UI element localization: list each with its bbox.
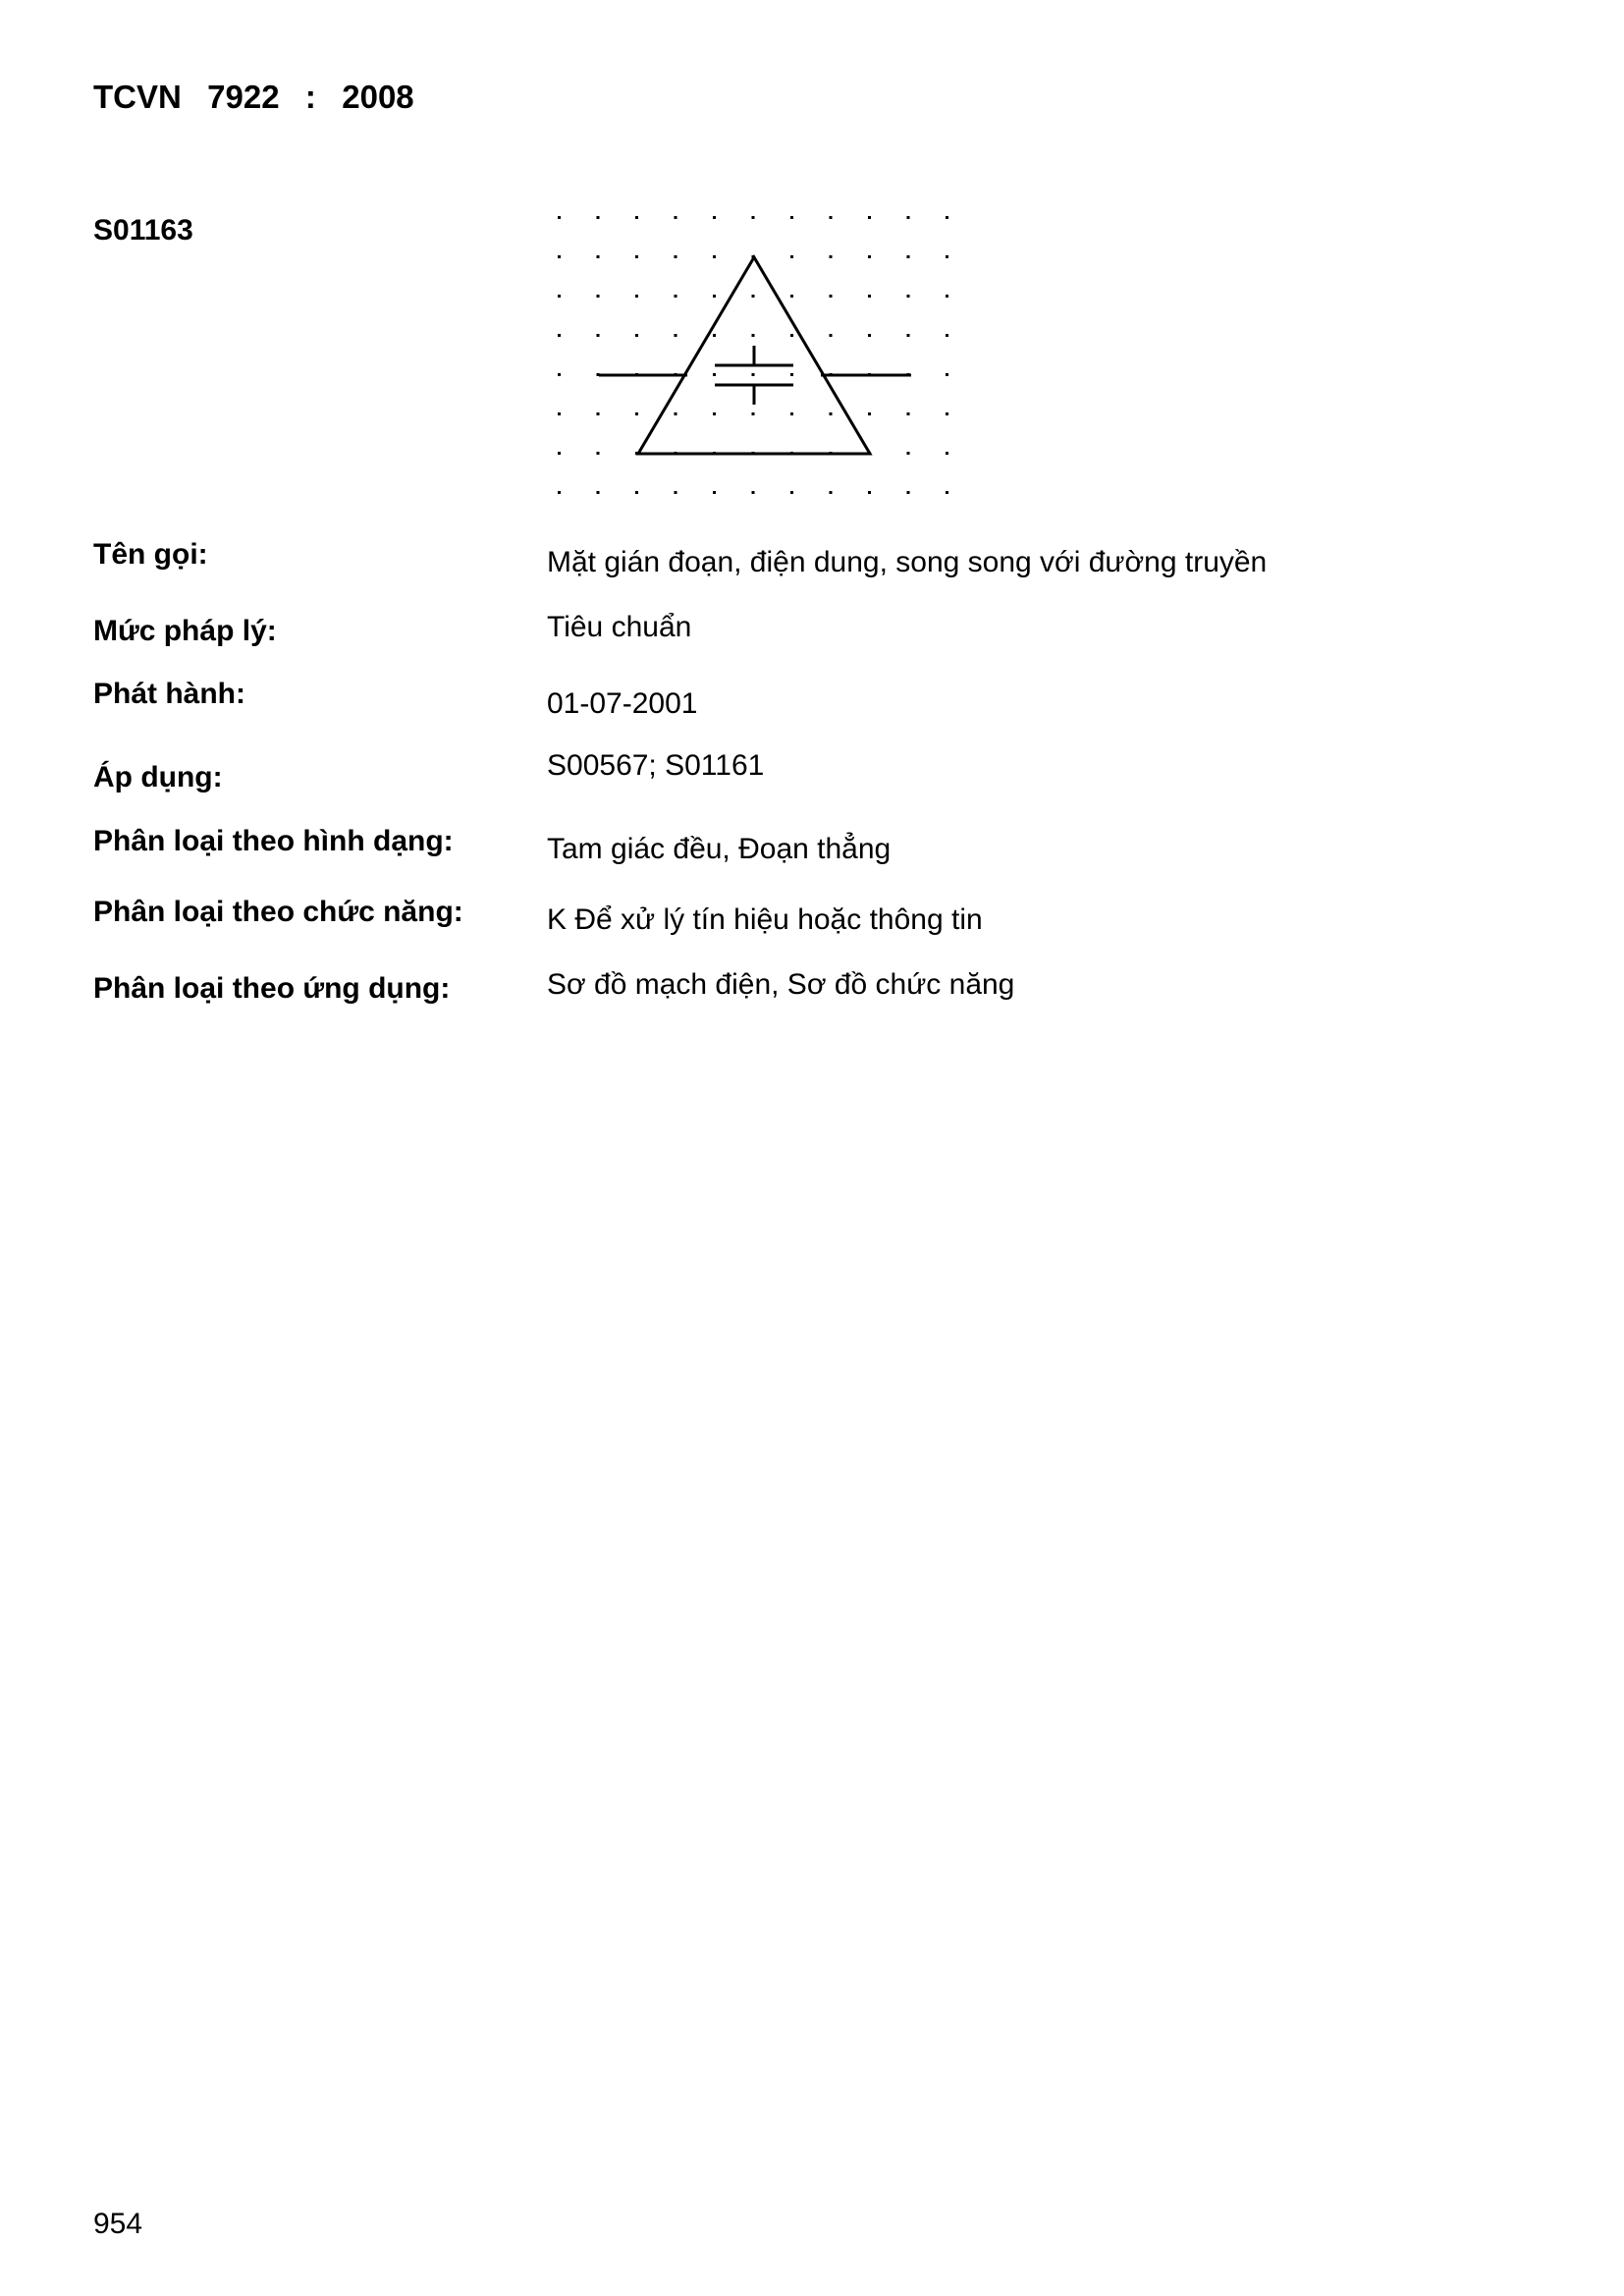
grid-dot xyxy=(597,452,600,455)
grid-dot xyxy=(830,334,833,337)
grid-dot xyxy=(830,216,833,219)
capacitive-discontinuity-triangle-icon xyxy=(550,206,962,501)
grid-dot xyxy=(907,255,910,258)
field-value-shape-class: Tam giác đều, Đoạn thẳng xyxy=(547,833,892,865)
grid-dot xyxy=(830,255,833,258)
grid-dot xyxy=(907,412,910,415)
grid-dot xyxy=(907,491,910,494)
document-header: TCVN 7922 : 2008 xyxy=(93,79,414,115)
grid-dot xyxy=(830,491,833,494)
grid-dot xyxy=(558,373,561,376)
grid-dot xyxy=(790,216,793,219)
grid-dot xyxy=(713,334,716,337)
grid-dot xyxy=(868,255,871,258)
grid-dot xyxy=(558,334,561,337)
grid-dot xyxy=(830,295,833,298)
grid-dot xyxy=(558,255,561,258)
grid-dot xyxy=(597,295,600,298)
grid-dot xyxy=(868,491,871,494)
field-row-issued xyxy=(0,678,1624,727)
field-label-name: Tên gọi: xyxy=(93,538,208,571)
field-label-legal-level: Mức pháp lý: xyxy=(93,615,277,647)
field-row-shape-class xyxy=(0,825,1624,874)
grid-dot xyxy=(675,491,677,494)
grid-dot xyxy=(946,491,948,494)
field-value-applies: S00567; S01161 xyxy=(547,749,765,782)
field-value-issued: 01-07-2001 xyxy=(547,687,698,720)
grid-dot xyxy=(635,491,638,494)
grid-dot xyxy=(752,373,755,376)
grid-dot xyxy=(675,295,677,298)
grid-dot xyxy=(713,412,716,415)
grid-dot xyxy=(868,216,871,219)
grid-dot xyxy=(597,255,600,258)
grid-dot xyxy=(946,334,948,337)
grid-dot xyxy=(713,216,716,219)
grid-dot xyxy=(752,491,755,494)
grid-dot xyxy=(635,334,638,337)
grid-dot xyxy=(558,452,561,455)
grid-dot xyxy=(868,295,871,298)
field-row-function-class xyxy=(0,896,1624,945)
grid-dot xyxy=(675,334,677,337)
grid-dot xyxy=(752,412,755,415)
grid-dot xyxy=(635,412,638,415)
grid-dot xyxy=(907,334,910,337)
grid-dot xyxy=(713,255,716,258)
field-row-applies xyxy=(0,749,1624,810)
grid-dot xyxy=(868,412,871,415)
grid-dot xyxy=(635,255,638,258)
grid-dot xyxy=(946,255,948,258)
field-label-issued: Phát hành: xyxy=(93,678,245,710)
field-row-name xyxy=(0,538,1624,587)
field-value-legal-level: Tiêu chuẩn xyxy=(547,611,692,643)
grid-dot xyxy=(790,491,793,494)
grid-dot xyxy=(597,412,600,415)
grid-dot xyxy=(907,452,910,455)
grid-dot xyxy=(558,412,561,415)
grid-dot xyxy=(752,216,755,219)
grid-dot xyxy=(946,216,948,219)
grid-dot xyxy=(830,412,833,415)
field-value-function-class: K Để xử lý tín hiệu hoặc thông tin xyxy=(547,903,983,936)
grid-dot xyxy=(752,334,755,337)
grid-dot xyxy=(558,216,561,219)
grid-dot xyxy=(558,295,561,298)
field-label-applies: Áp dụng: xyxy=(93,761,223,793)
field-label-application-class: Phân loại theo ứng dụng: xyxy=(93,972,451,1005)
grid-dot xyxy=(790,295,793,298)
grid-dot xyxy=(907,216,910,219)
page-number: 954 xyxy=(93,2208,143,2240)
grid-dot xyxy=(868,334,871,337)
field-label-function-class: Phân loại theo chức năng: xyxy=(93,896,463,928)
grid-dot xyxy=(790,334,793,337)
grid-dot xyxy=(558,491,561,494)
grid-dot xyxy=(946,412,948,415)
grid-dot xyxy=(790,255,793,258)
grid-dot xyxy=(635,216,638,219)
field-row-legal-level xyxy=(0,611,1624,664)
field-label-shape-class: Phân loại theo hình dạng: xyxy=(93,825,454,857)
grid-dot xyxy=(675,412,677,415)
grid-dot xyxy=(675,255,677,258)
grid-dot xyxy=(752,295,755,298)
grid-dot xyxy=(635,295,638,298)
field-value-application-class: Sơ đồ mạch điện, Sơ đồ chức năng xyxy=(547,968,1015,1001)
grid-dot xyxy=(907,295,910,298)
grid-dot xyxy=(946,295,948,298)
grid-dot xyxy=(946,452,948,455)
grid-dot xyxy=(713,491,716,494)
grid-dot xyxy=(597,334,600,337)
grid-dot xyxy=(675,216,677,219)
grid-dot xyxy=(597,491,600,494)
grid-dot xyxy=(597,216,600,219)
grid-dot xyxy=(713,373,716,376)
grid-dot xyxy=(790,373,793,376)
grid-dot xyxy=(713,295,716,298)
grid-dot xyxy=(790,412,793,415)
symbol-code: S01163 xyxy=(93,214,193,246)
field-value-name: Mặt gián đoạn, điện dung, song song với đường truyền xyxy=(547,546,1268,578)
grid-dot xyxy=(946,373,948,376)
field-row-application-class xyxy=(0,968,1624,1021)
